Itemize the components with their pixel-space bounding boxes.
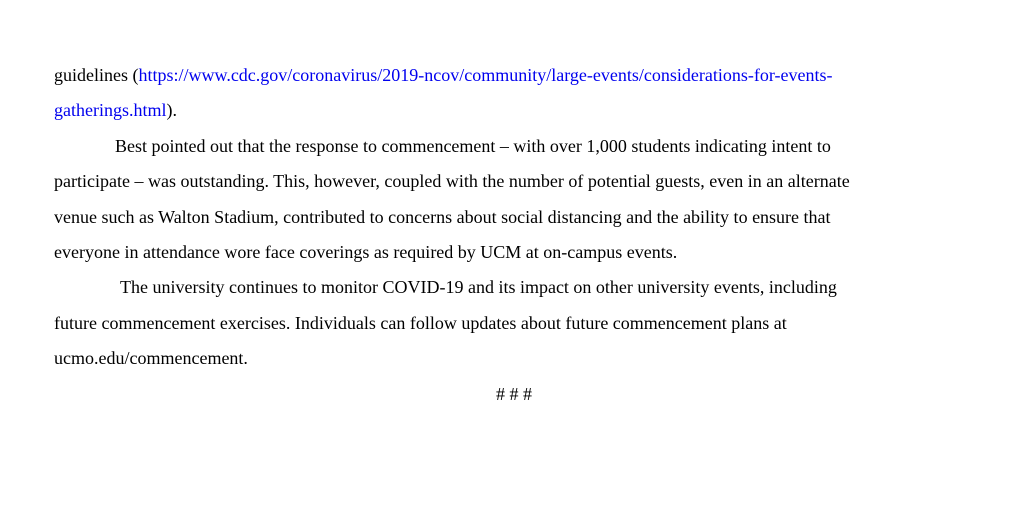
paragraph-1-prefix: guidelines ( bbox=[54, 65, 139, 85]
end-mark: # # # bbox=[496, 383, 532, 404]
paragraph-1-suffix: ). bbox=[166, 100, 177, 121]
paragraph-2-line-1: Best pointed out that the response to commencement – with over 1,000 students indicating intent to bbox=[115, 135, 831, 156]
paragraph-2-line-2: participate – was outstanding. This, however, coupled with the number of potential guests, even in an alternate bbox=[54, 171, 850, 192]
document-body bbox=[54, 61, 974, 415]
cdc-guidelines-link[interactable]: https://www.cdc.gov/coronavirus/2019-ncov/community/large-events/considerations-for-events- bbox=[138, 65, 833, 85]
paragraph-2-line-3: venue such as Walton Stadium, contributed to concerns about social distancing and the ability to ensure that bbox=[54, 206, 831, 227]
paragraph-2-line-4: everyone in attendance wore face coverings as required by UCM at on-campus events. bbox=[54, 241, 678, 262]
cdc-guidelines-link-continued[interactable]: gatherings.html bbox=[54, 100, 167, 121]
paragraph-3-line-3: ucmo.edu/commencement. bbox=[54, 348, 248, 369]
paragraph-3-line-1: The university continues to monitor COVID-19 and its impact on other university events, including bbox=[120, 277, 837, 298]
paragraph-3-line-2: future commencement exercises. Individuals can follow updates about future commencement plans at bbox=[54, 312, 787, 333]
paragraph-1-line-1 bbox=[54, 61, 974, 96]
paragraph-1-line-2 bbox=[54, 96, 974, 131]
